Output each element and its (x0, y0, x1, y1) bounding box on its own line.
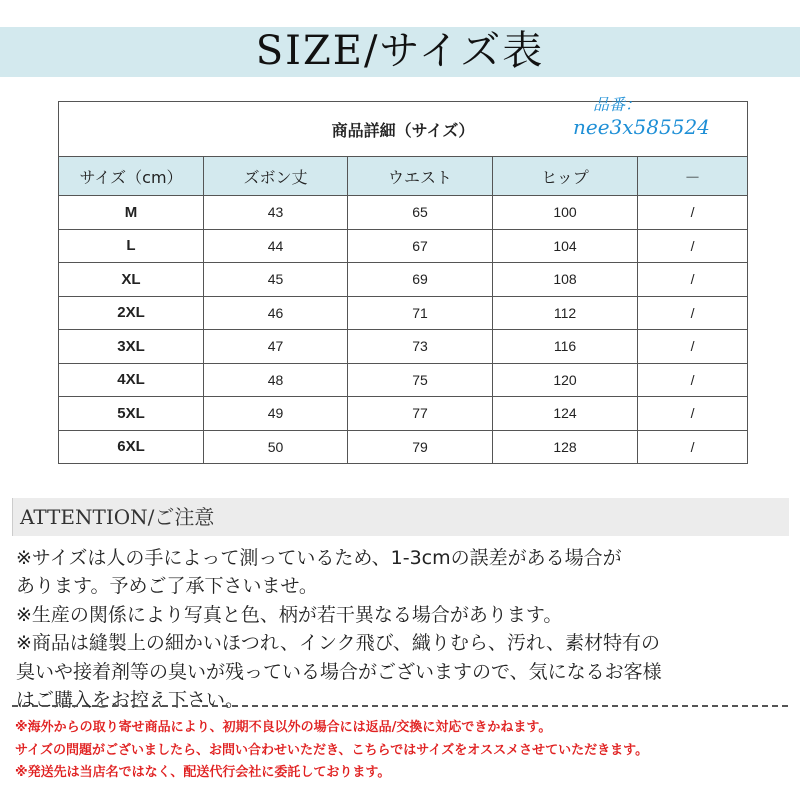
size-cell: 4XL (59, 363, 204, 397)
waist-cell: 79 (348, 430, 493, 464)
size-cell: M (59, 196, 204, 230)
size-cell: 3XL (59, 330, 204, 364)
attention-notes (16, 544, 796, 714)
table-row (59, 263, 748, 297)
product-code-watermark (573, 96, 773, 140)
size-cell: 6XL (59, 430, 204, 464)
hip-cell: 116 (493, 330, 638, 364)
waist-cell: 69 (348, 263, 493, 297)
pants-length-cell: 50 (204, 430, 348, 464)
pants-length-cell: 45 (204, 263, 348, 297)
table-header-row (59, 157, 748, 196)
table-title: 商品詳細（サイズ） (59, 102, 748, 157)
note-line: あります。予めご了承下さいませ。 (16, 575, 318, 598)
other-cell: / (638, 330, 748, 364)
other-cell: / (638, 196, 748, 230)
other-cell: / (638, 229, 748, 263)
other-cell: / (638, 296, 748, 330)
note-line: 臭いや接着剤等の臭いが残っている場合がございますので、気になるお客様 (16, 660, 662, 683)
hip-cell: 128 (493, 430, 638, 464)
hip-cell: 112 (493, 296, 638, 330)
shipping-note-line: ※発送先は当店名ではなく、配送代行会社に委託しております。 (15, 765, 391, 780)
hip-cell: 120 (493, 363, 638, 397)
header-pants-length: ズボン丈 (204, 157, 348, 196)
hip-cell: 100 (493, 196, 638, 230)
pants-length-cell: 44 (204, 229, 348, 263)
table-row (59, 397, 748, 431)
note-line: ※サイズは人の手によって測っているため、1-3cmの誤差がある場合が (16, 547, 622, 569)
table-row (59, 296, 748, 330)
table-row (59, 430, 748, 464)
other-cell: / (638, 397, 748, 431)
size-cell: L (59, 229, 204, 263)
note-line: ※生産の関係により写真と色、柄が若干異なる場合があります。 (16, 603, 563, 626)
waist-cell: 71 (348, 296, 493, 330)
size-cell: 5XL (59, 397, 204, 431)
size-cell: 2XL (59, 296, 204, 330)
shipping-note-line: ※海外からの取り寄せ商品により、初期不良以外の場合には返品/交換に対応できかねます。 (15, 720, 552, 735)
product-code-label: 品番： (593, 95, 642, 114)
shipping-notes (15, 717, 795, 785)
table-row (59, 363, 748, 397)
hip-cell: 124 (493, 397, 638, 431)
page-title: SIZE/サイズ表 (255, 28, 545, 74)
hip-cell: 108 (493, 263, 638, 297)
waist-cell: 77 (348, 397, 493, 431)
other-cell: / (638, 263, 748, 297)
table-row (59, 229, 748, 263)
shipping-note-line: サイズの問題がございましたら、お問い合わせいただき、こちらではサイズをオススメさせていただきます。 (15, 742, 649, 758)
size-table (58, 101, 748, 464)
hip-cell: 104 (493, 229, 638, 263)
header-hip: ヒップ (493, 157, 638, 196)
attention-title: ATTENTION/ご注意 (20, 505, 215, 529)
header-size: サイズ（cm） (59, 157, 204, 196)
product-code-value: nee3x585524 (573, 115, 710, 139)
waist-cell: 73 (348, 330, 493, 364)
note-line: はご購入をお控え下さい。 (16, 689, 245, 712)
waist-cell: 67 (348, 229, 493, 263)
header-other: － (638, 157, 748, 196)
pants-length-cell: 49 (204, 397, 348, 431)
note-line: ※商品は縫製上の細かいほつれ、インク飛び、織りむら、汚れ、素材特有の (16, 632, 661, 655)
size-cell: XL (59, 263, 204, 297)
pants-length-cell: 48 (204, 363, 348, 397)
header-waist: ウエスト (348, 157, 493, 196)
other-cell: / (638, 430, 748, 464)
table-row (59, 196, 748, 230)
pants-length-cell: 46 (204, 296, 348, 330)
dashed-divider (12, 705, 788, 707)
pants-length-cell: 47 (204, 330, 348, 364)
waist-cell: 75 (348, 363, 493, 397)
waist-cell: 65 (348, 196, 493, 230)
other-cell: / (638, 363, 748, 397)
table-row (59, 330, 748, 364)
pants-length-cell: 43 (204, 196, 348, 230)
